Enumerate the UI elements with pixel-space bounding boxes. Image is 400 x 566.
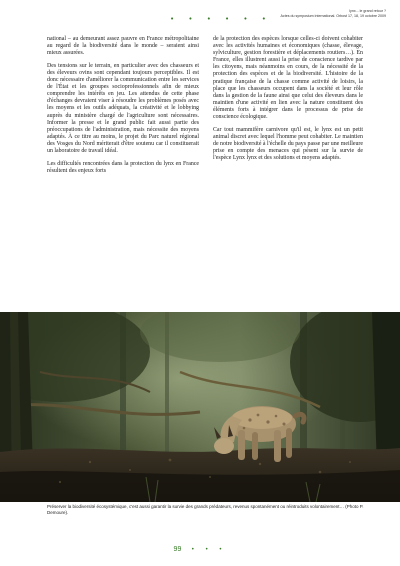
page-footer <box>0 538 400 556</box>
header-dots: • • • • • • <box>170 15 272 23</box>
paragraph: national – au demeurant assez pauvre en France métropolitaine au regard de la biodiversité dans le monde – seraient ainsi mieux assurées. <box>47 36 199 57</box>
photo-caption: Préserver la biodiversité écosystémique, c'est aussi garantir la survie des grands prédateurs, revenus spontanément ou réintroduits volontairement… (Photo P. Demoure). <box>47 504 364 515</box>
footer-dots: • • • <box>191 547 227 553</box>
page-number: 99 <box>173 546 182 553</box>
right-text-column <box>213 36 363 162</box>
paragraph: de la protection des espèces lorsque celles-ci doivent cohabiter avec les activités humaines et économiques (chasse, élevage, sylviculture, gestion forestière et déplacements routiers…). En France, elles illustrent aussi la prise de conscience tardive par les citoyens, mais néanmoins en cours, de la nécessité de la protection des espèces et de la biodiversité. L'histoire de la pratique française de la chasse comme activité de loisirs, la place que les chasseurs occupent dans la société et leur rôle dans la gestion de la faune ainsi que celui des éleveurs dans le maintien d'une activité en lien avec la nature constituent des éléments forts à intégrer dans le processus de prise de conscience écologique. <box>213 36 363 121</box>
paragraph: Car tout mammifère carnivore qu'il est, le lynx est un petit animal discret avec lequel l'homme peut cohabiter. Le maintien de notre biodiversité à l'échelle du pays passe par une meilleure prise en compte des menaces qui pèsent sur la survie de l'espèce Lynx lynx et des solutions et moyens adaptés. <box>213 126 363 162</box>
paragraph: Des tensions sur le terrain, en particulier avec des chasseurs et des éleveurs ovins sont cependant toujours perceptibles. Il est donc nécessaire d'améliorer la communication entre les services de l'État et les groupes socioprofessionnels afin de mieux comprendre les intérêts en jeu. Les attendus de cette phase d'échanges devraient viser à résoudre les problèmes posés avec les moyens et les outils adéquats, la créativité et le lobbying auprès du ministère chargé de l'agriculture sont nécessaires. Informer la presse et le grand public fait aussi partie des préoccupations de l'administration, mais nécessite des moyens adaptés. À ce titre au moins, le projet du Parc naturel régional des Vosges du Nord mériterait d'être soutenu car il constituerait un laboratoire de travail idéal. <box>47 62 199 154</box>
lynx-photo <box>0 312 400 502</box>
running-header <box>170 9 386 25</box>
paragraph: Les difficultés rencontrées dans la protection du lynx en France résultent des enjeux forts <box>47 160 199 174</box>
running-title-line1: lynx... le grand retour ? <box>349 9 386 13</box>
running-title-line2: Actes du symposium international. Orbost 17, 18, 19 octobre 2009 <box>280 14 386 18</box>
left-text-column <box>47 36 199 175</box>
running-title <box>281 9 386 19</box>
